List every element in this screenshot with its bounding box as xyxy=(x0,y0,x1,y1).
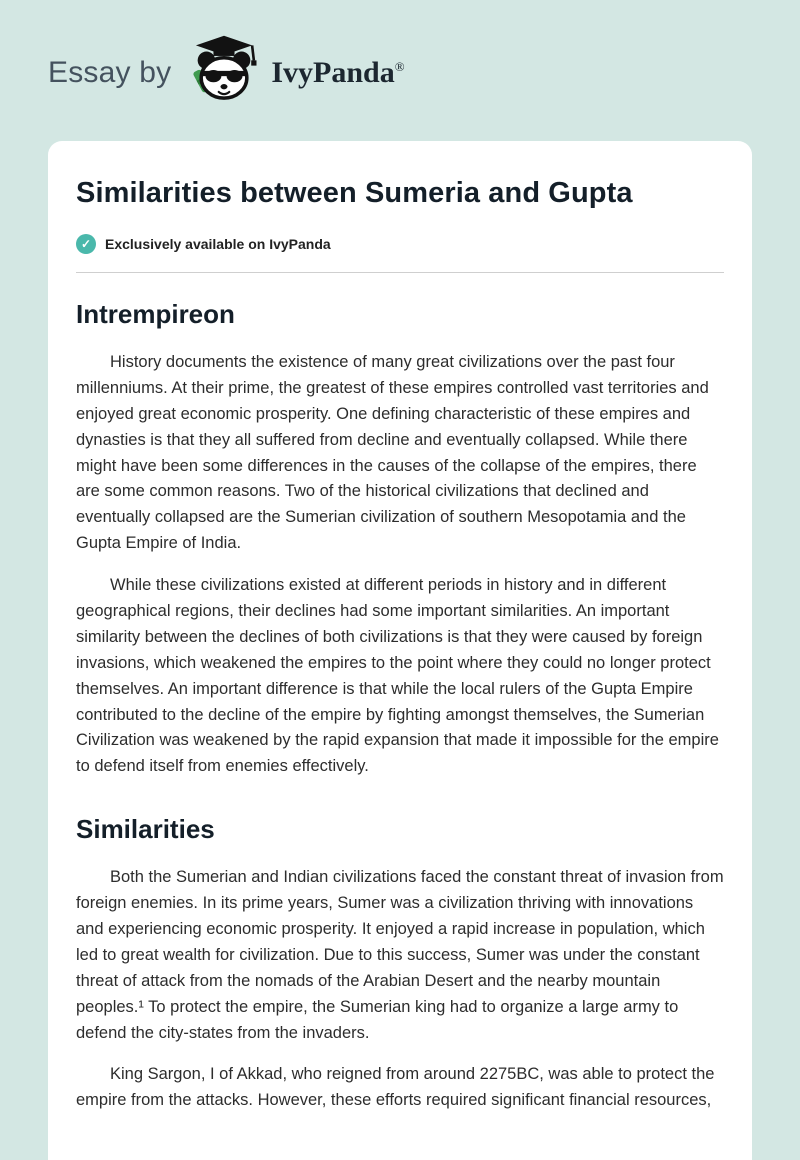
registered-mark: ® xyxy=(394,58,405,74)
page-header xyxy=(0,0,800,137)
brand-name: IvyPanda® xyxy=(271,55,405,89)
availability-badge xyxy=(76,234,724,273)
essay-title: Similarities between Sumeria and Gupta xyxy=(76,177,633,209)
paragraph: Both the Sumerian and Indian civilizations faced the constant threat of invasion from foreign enemies. In its prime years, Sumer was a civilization thriving with innovations and experiencing economic prosperity. It enjoyed a rapid increase in population, which led to great wealth for civilization. Due to this success, Sumer was under the constant threat of attack from the nomads of the Arabian Desert and the nearby mountain peoples.¹ To protect the empire, the Sumerian king had to organize a large army to defend the city-states from the invaders. xyxy=(76,868,724,1042)
essay-by-label: Essay by xyxy=(48,55,172,89)
section-heading-similarities: Similarities xyxy=(76,814,215,845)
panda-graduate-icon xyxy=(187,34,261,111)
paragraph: King Sargon, I of Akkad, who reigned from around 2275BC, was able to protect the empire from the attacks. However, these efforts required significant financial resources, xyxy=(76,1065,715,1110)
checkmark-icon: ✓ xyxy=(76,234,96,254)
brand-logo[interactable] xyxy=(187,34,404,111)
availability-label: Exclusively available on IvyPanda xyxy=(105,236,331,252)
section-heading-intrempireon: Intrempireon xyxy=(76,299,235,329)
paragraph: While these civilizations existed at different periods in history and in different geographical regions, their declines had some important similarities. An important similarity between the declines of both civilizations is that they were caused by foreign invasions, which weakened the empires to the point where they could no longer protect themselves. An important difference is that while the local rulers of the Gupta Empire contributed to the decline of the empire by fighting amongst themselves, the Sumerian Civilization was weakened by the rapid expansion that made it impossible for the empire to defend itself from enemies effectively. xyxy=(76,576,719,776)
paragraph: History documents the existence of many great civilizations over the past four millenniums. At their prime, the greatest of these empires controlled vast territories and enjoyed great economic prosperity. One defining characteristic of these empires and dynasties is that they all suffered from decline and eventually collapsed. While there might have been some differences in the causes of the collapse of the empires, there are some common reasons. Two of the historical civilizations that declined and eventually collapsed are the Sumerian civilization of southern Mesopotamia and the Gupta Empire of India. xyxy=(76,353,709,553)
essay-card xyxy=(48,141,752,1160)
